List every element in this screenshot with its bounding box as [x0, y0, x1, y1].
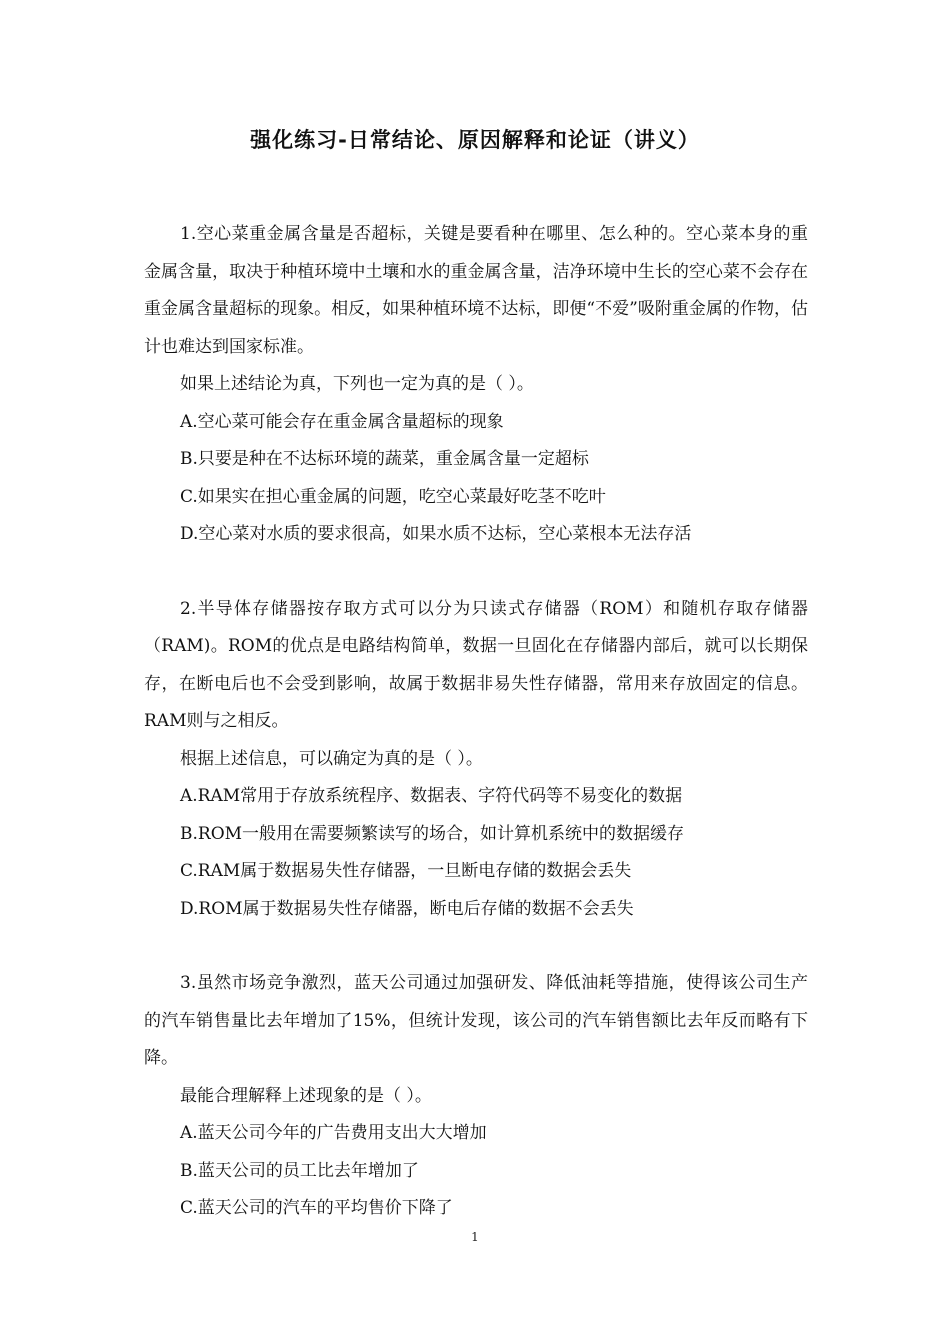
question-1-option-a: A.空心菜可能会存在重金属含量超标的现象	[180, 411, 504, 432]
question-2-option-b: B.ROM一般用在需要频繁读写的场合，如计算机系统中的数据缓存	[180, 823, 685, 844]
question-2-option-a: A.RAM常用于存放系统程序、数据表、字符代码等不易变化的数据	[180, 786, 683, 806]
question-3	[144, 965, 808, 1228]
question-3-stem: 3.虽然市场竞争激烈，蓝天公司通过加强研发、降低油耗等措施，使得该公司生产的汽车销售量比去年增加了15%，但统计发现，该公司的汽车销售额比去年反而略有下降。	[144, 973, 808, 1068]
question-2	[144, 591, 808, 929]
question-3-option-b: B.蓝天公司的员工比去年增加了	[180, 1160, 419, 1181]
question-1-prompt: 如果上述结论为真，下列也一定为真的是（ ）。	[180, 374, 534, 394]
paragraph-gap	[144, 928, 808, 965]
question-2-prompt: 根据上述信息，可以确定为真的是（ ）。	[180, 748, 483, 769]
question-3-option-c: C.蓝天公司的汽车的平均售价下降了	[180, 1198, 453, 1218]
question-2-option-d: D.ROM属于数据易失性存储器，断电后存储的数据不会丢失	[180, 898, 634, 919]
question-1-option-b: B.只要是种在不达标环境的蔬菜，重金属含量一定超标	[180, 449, 589, 469]
question-3-option-a: A.蓝天公司今年的广告费用支出大大增加	[180, 1123, 487, 1143]
question-1-stem: 1.空心菜重金属含量是否超标，关键是要看种在哪里、怎么种的。空心菜本身的重金属含量，取决于种植环境中土壤和水的重金属含量，洁净环境中生长的空心菜不会存在重金属含量超标的现象。相反，如果种植环境不达标，即便“不爱”吸附重金属的作物，估计也难达到国家标准。	[144, 224, 808, 357]
paragraph-gap	[144, 554, 808, 591]
question-1	[144, 216, 808, 554]
page-number: 1	[471, 1230, 479, 1244]
question-2-option-c: C.RAM属于数据易失性存储器，一旦断电存储的数据会丢失	[180, 861, 632, 881]
document-title: 强化练习-日常结论、原因解释和论证（讲义）	[250, 128, 700, 152]
question-3-prompt: 最能合理解释上述现象的是（ ）。	[180, 1085, 432, 1106]
document-body	[144, 216, 808, 1228]
question-2-stem: 2.半导体存储器按存取方式可以分为只读式存储器（ROM）和随机存取存储器（RAM)。ROM的优点是电路结构简单，数据一旦固化在存储器内部后，就可以长期保存，在断电后也不会受到影响，故属于数据非易失性存储器，常用来存放固定的信息。RAM则与之相反。	[144, 598, 808, 731]
question-1-option-c: C.如果实在担心重金属的问题，吃空心菜最好吃茎不吃叶	[180, 486, 606, 507]
question-1-option-d: D.空心菜对水质的要求很高，如果水质不达标，空心菜根本无法存活	[180, 524, 692, 544]
